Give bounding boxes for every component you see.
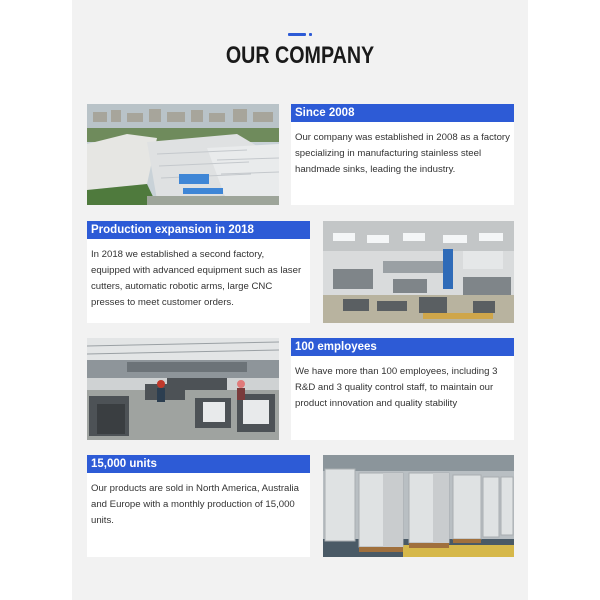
title-decoration-dash [288,33,306,36]
workshop-photo [87,338,279,440]
page-title: OUR COMPANY [225,42,375,69]
factory-aerial-photo [87,104,279,205]
title-decoration-dot [309,33,312,36]
section-heading-production-expansion: Production expansion in 2018 [87,221,310,239]
section-heading-15000-units: 15,000 units [87,455,310,473]
factory-floor-photo [323,221,514,323]
section-text-15000-units: Our products are sold in North America, Australia and Europe with a monthly production of 15,000 units. [87,473,310,557]
section-heading-since-2008: Since 2008 [291,104,514,122]
warehouse-pallets-photo [323,455,514,557]
section-text-since-2008: Our company was established in 2008 as a factory specializing in manufacturing stainless steel handmade sinks, leading the industry. [291,122,514,205]
section-text-production-expansion: In 2018 we established a second factory, equipped with advanced equipment such as laser cutters, automatic robotic arms, large CNC presses to meet customer orders. [87,239,310,323]
company-page [72,0,528,600]
section-heading-100-employees: 100 employees [291,338,514,356]
section-text-100-employees: We have more than 100 employees, including 3 R&D and 3 quality control staff, to maintain our product innovation and quality stability [291,356,514,440]
